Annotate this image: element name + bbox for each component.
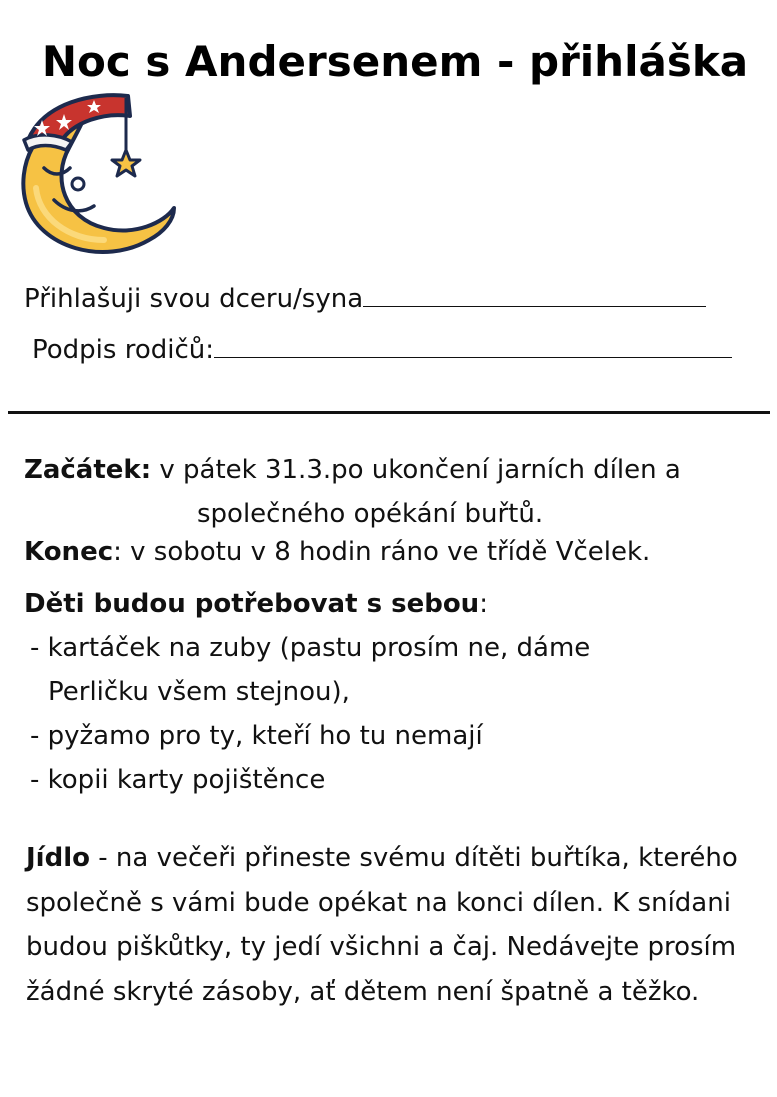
end-text: : v sobotu v 8 hodin ráno ve třídě Včelek. xyxy=(113,537,651,567)
child-name-line xyxy=(24,282,706,316)
list-item: - kartáček na zuby (pastu prosím ne, dáme xyxy=(30,633,591,663)
food-paragraph xyxy=(26,836,766,1014)
start-label: Začátek: xyxy=(24,455,152,485)
signature-label: Podpis rodičů: xyxy=(32,335,214,365)
list-item: Perličku všem stejnou), xyxy=(48,677,350,707)
page-title: Noc s Andersenem - přihláška xyxy=(41,37,749,86)
list-item: - kopii karty pojištěnce xyxy=(30,765,326,795)
items-label: Děti budou potřebovat s sebou xyxy=(24,589,480,619)
food-label: Jídlo xyxy=(26,843,90,873)
start-line-1 xyxy=(24,448,681,492)
cut-divider xyxy=(8,411,770,414)
child-name-blank xyxy=(363,282,706,307)
sleeping-moon-icon xyxy=(14,88,184,260)
food-text: - na večeři přineste svému dítěti buřtíka, kterého společně s vámi bude opékat na konci dílen. K snídani budou piškůtky, ty jedí všichni a čaj. Nedávejte prosím žádné skryté zásoby, ať dětem není špatně a těžko. xyxy=(26,843,738,1007)
items-suffix: : xyxy=(479,589,488,619)
child-name-label: Přihlašuji svou dceru/syna xyxy=(24,284,364,314)
start-text: v pátek 31.3.po ukončení jarních dílen a xyxy=(151,455,681,485)
end-label: Konec xyxy=(24,537,114,567)
list-item: - pyžamo pro ty, kteří ho tu nemají xyxy=(30,721,483,751)
signature-blank xyxy=(214,333,732,358)
items-heading xyxy=(24,582,488,626)
end-line xyxy=(24,530,650,574)
start-text-continued: společného opékání buřtů. xyxy=(197,499,544,529)
signature-line xyxy=(32,333,732,367)
